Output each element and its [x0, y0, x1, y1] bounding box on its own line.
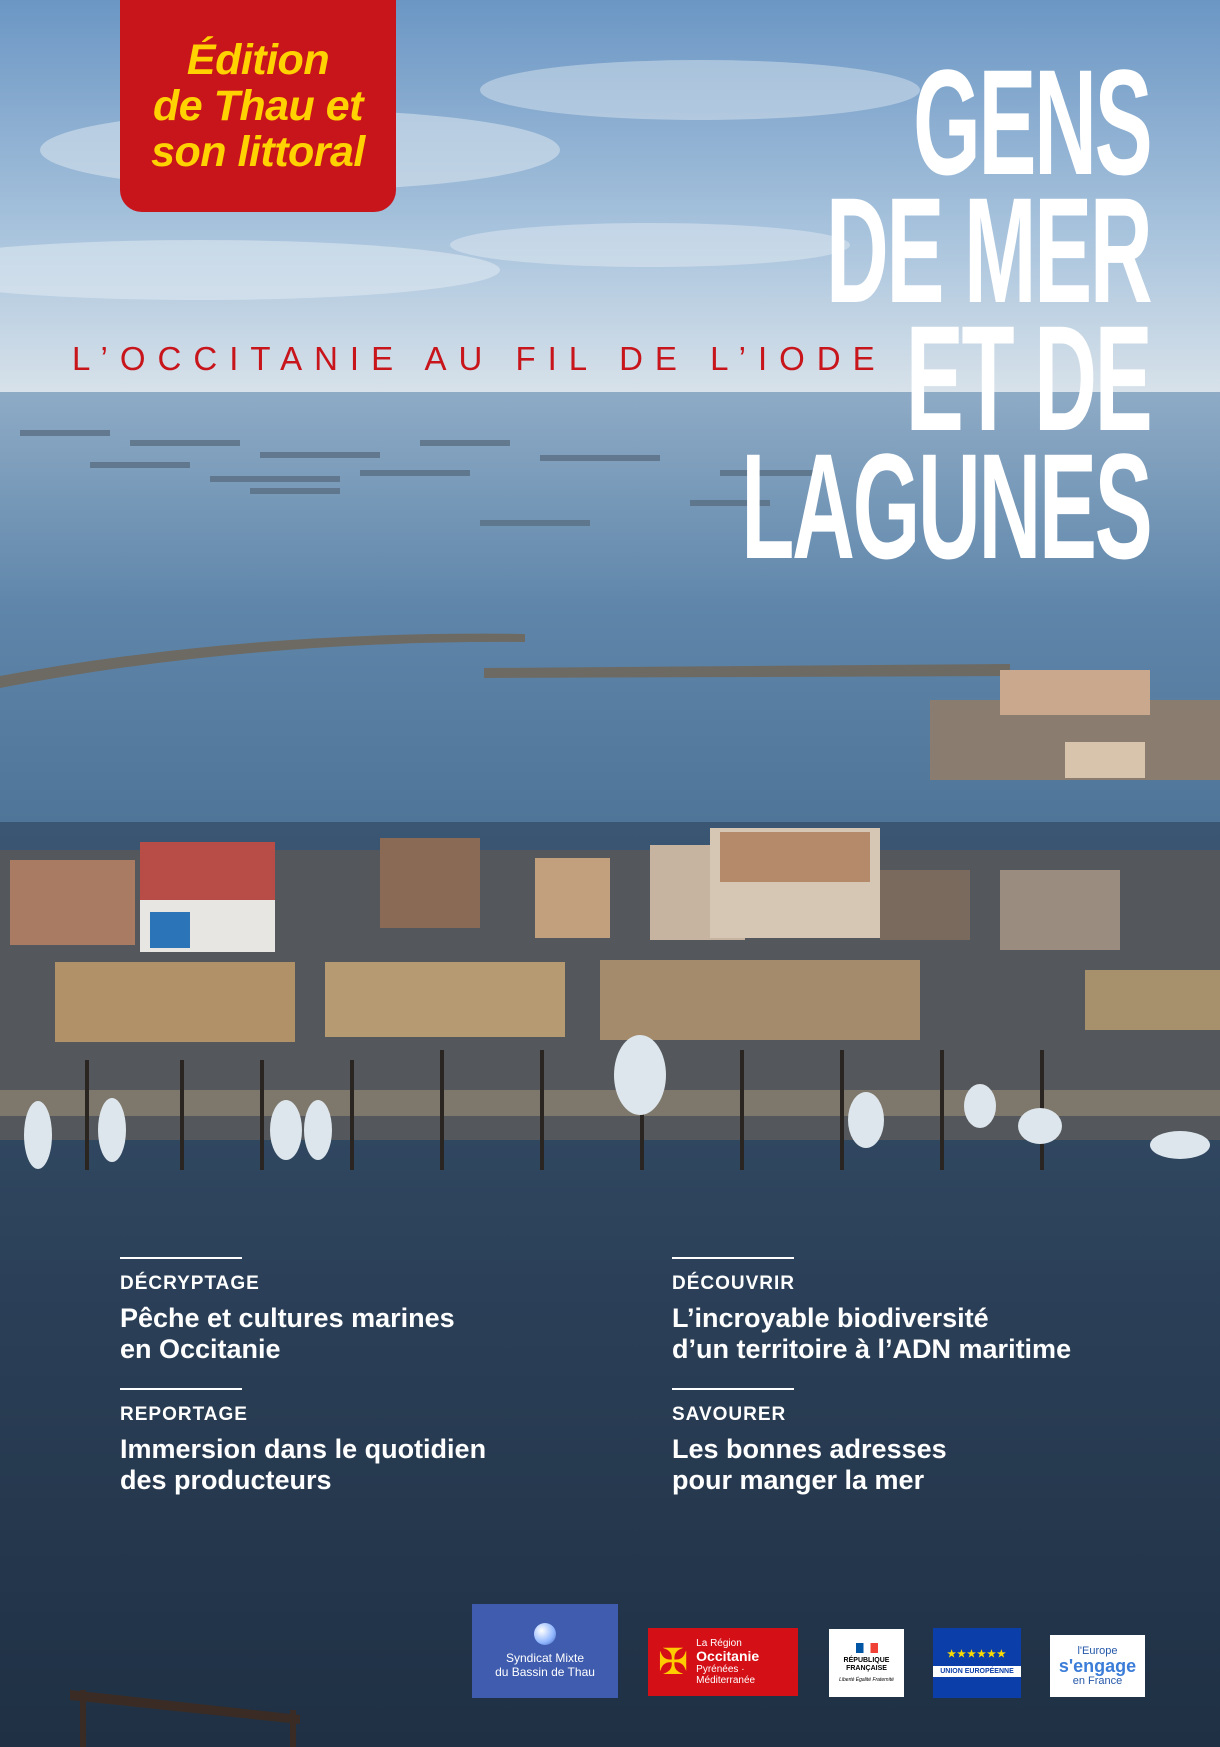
logo-text: en France [1072, 1675, 1123, 1687]
teaser-kicker: SAVOURER [672, 1404, 787, 1425]
teaser-rule [120, 1388, 242, 1390]
teaser-rule [672, 1388, 794, 1390]
teaser-headline: Les bonnes adresses pour manger la mer [672, 1434, 947, 1495]
logo-text: RÉPUBLIQUE [843, 1656, 890, 1664]
teaser-savourer [672, 1388, 947, 1496]
teaser-rule [672, 1257, 794, 1259]
title-line: GENS [912, 38, 1150, 206]
region-occitanie-logo [648, 1628, 798, 1696]
union-europeenne-logo [933, 1628, 1021, 1698]
logo-text: Occitanie [696, 1648, 760, 1664]
logo-text: Liberté Égalité Fraternité [839, 1676, 894, 1683]
republique-francaise-logo [829, 1629, 904, 1697]
logo-text: l'Europe [1077, 1645, 1118, 1657]
title-line: ET DE [905, 294, 1150, 462]
teaser-reportage [120, 1388, 486, 1496]
teaser-decryptage [120, 1257, 455, 1365]
logo-text: UNION EUROPÉENNE [933, 1666, 1021, 1677]
teaser-kicker: DÉCOUVRIR [672, 1273, 796, 1294]
logo-text: La Région [696, 1638, 742, 1649]
title-line: DE MER [825, 166, 1150, 334]
cover-title [445, 38, 1150, 590]
french-flag-icon [856, 1643, 878, 1653]
title-line: LAGUNES [740, 422, 1150, 590]
logo-text: Syndicat Mixte [505, 1651, 585, 1665]
teaser-headline: Pêche et cultures marines en Occitanie [120, 1303, 455, 1364]
cover-subtitle: L’OCCITANIE AU FIL DE L’IODE [72, 340, 887, 377]
logo-text: Pyrénées · Méditerranée [696, 1664, 756, 1686]
teaser-rule [120, 1257, 242, 1259]
edition-badge [120, 0, 396, 212]
eu-stars-icon: ★★★★★★ [947, 1649, 1007, 1660]
orb-icon [534, 1623, 556, 1645]
teaser-headline: Immersion dans le quotidien des producteurs [120, 1434, 487, 1495]
edition-label: Édition de Thau et son littoral [151, 36, 365, 176]
logo-text: du Bassin de Thau [495, 1665, 595, 1679]
europe-sengage-logo [1050, 1635, 1145, 1697]
teaser-headline: L’incroyable biodiversité d’un territoire à l’ADN maritime [672, 1303, 1072, 1364]
teaser-decouvrir [672, 1257, 1071, 1365]
occitan-cross-icon: ✠ [658, 1641, 689, 1682]
teaser-kicker: DÉCRYPTAGE [120, 1273, 260, 1294]
syndicat-mixte-logo [472, 1604, 618, 1698]
logo-text: s'engage [1058, 1656, 1137, 1676]
teaser-kicker: REPORTAGE [120, 1404, 248, 1425]
logo-text: FRANÇAISE [846, 1664, 887, 1672]
